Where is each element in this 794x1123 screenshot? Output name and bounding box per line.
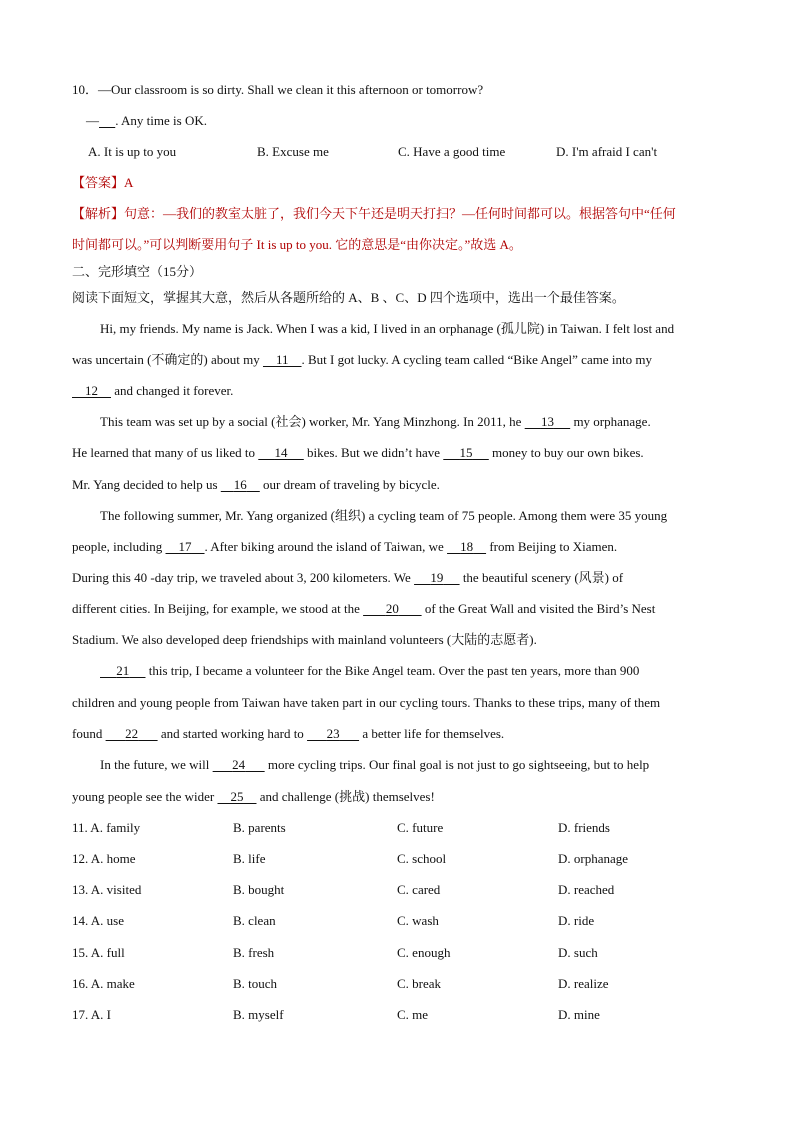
blank-17 <box>166 539 205 554</box>
blank-16-number: 16 <box>233 477 247 492</box>
blank-11 <box>263 352 302 367</box>
p4-text-c: and started working hard to <box>157 726 308 741</box>
p4-text-b: found <box>72 726 106 741</box>
p3-line2 <box>72 539 617 555</box>
blank-25 <box>217 789 256 804</box>
blank-13-number: 13 <box>540 414 554 429</box>
choice-16-d: D. realize <box>558 976 609 991</box>
blank-18-number: 18 <box>460 539 474 554</box>
p4-line3 <box>72 726 504 742</box>
blank-24-number: 24 <box>232 757 246 772</box>
blank-20-number: 20 <box>385 601 399 616</box>
choice-17-a: 17. A. I <box>72 1007 111 1022</box>
p2-text-e: money to buy our own bikes. <box>488 445 644 460</box>
blank-18 <box>447 539 486 554</box>
q10-reply <box>86 113 207 129</box>
p3-text-c: from Beijing to Xiamen. <box>486 539 618 554</box>
blank-23 <box>307 726 359 741</box>
choice-14-c: C. wash <box>397 913 439 928</box>
blank-22-number: 22 <box>125 726 139 741</box>
section-instruction: 阅读下面短文，掌握其大意，然后从各题所给的 A、B 、C、D 四个选项中，选出一个最佳答案。 <box>72 290 625 305</box>
p1-line2 <box>72 352 652 368</box>
choice-13-a: 13. A. visited <box>72 882 142 897</box>
choice-15-a: 15. A. full <box>72 945 125 960</box>
choice-12-b: B. life <box>233 851 266 866</box>
choice-11-a: 11. A. family <box>72 820 141 835</box>
q10-option-a: A. It is up to you <box>88 144 177 159</box>
blank-23-number: 23 <box>326 726 340 741</box>
p5-line2 <box>72 789 435 805</box>
p1-line1: Hi, my friends. My name is Jack. When I was a kid, I lived in an orphanage (孤儿院) in Taiwan. I felt lost and <box>100 321 675 336</box>
choice-15-b: B. fresh <box>233 945 275 960</box>
choice-14-d: D. ride <box>558 913 595 928</box>
q10-answer <box>72 175 133 191</box>
choice-16-b: B. touch <box>233 976 278 991</box>
p3-line5: Stadium. We also developed deep friendships with mainland volunteers (大陆的志愿者). <box>72 632 537 647</box>
p2-text-c: He learned that many of us liked to <box>72 445 259 460</box>
blank-15 <box>443 445 489 460</box>
q10-analysis-line1 <box>72 206 676 222</box>
p2-text-b: my orphanage. <box>570 414 651 429</box>
blank-13 <box>525 414 571 429</box>
blank-25-number: 25 <box>230 789 244 804</box>
p4-line1 <box>100 663 639 679</box>
blank-21-number: 21 <box>116 663 130 678</box>
choice-14-a: 14. A. use <box>72 913 124 928</box>
p5-text-d: and challenge (挑战) themselves! <box>256 789 435 804</box>
p3-line3 <box>72 570 623 586</box>
p4-line2: children and young people from Taiwan have taken part in our cycling tours. Thanks to these trips, many of them <box>72 695 661 710</box>
p1-text-a: was uncertain (不确定的) about my <box>72 352 263 367</box>
choice-15-d: D. such <box>558 945 598 960</box>
p1-text-b: . But I got lucky. A cycling team called “Bike Angel” came into my <box>301 352 652 367</box>
blank-19 <box>414 570 460 585</box>
blank-20 <box>363 601 422 616</box>
choice-13-d: D. reached <box>558 882 615 897</box>
p3-text-f: different cities. In Beijing, for example, we stood at the <box>72 601 364 616</box>
p3-text-d: During this 40 -day trip, we traveled about 3, 200 kilometers. We <box>72 570 415 585</box>
q10-option-c: C. Have a good time <box>398 144 506 159</box>
answer-value: A <box>124 175 134 190</box>
p5-text-a: In the future, we will <box>100 757 213 772</box>
choice-13-b: B. bought <box>233 882 285 897</box>
p3-line1: The following summer, Mr. Yang organized (组织) a cycling team of 75 people. Among them were 35 young <box>100 508 668 523</box>
q10-option-b: B. Excuse me <box>257 144 329 159</box>
blank-12-number: 12 <box>85 383 98 398</box>
answer-label: 【答案】 <box>72 175 125 190</box>
blank-14-number: 14 <box>274 445 288 460</box>
blank-17-number: 17 <box>178 539 192 554</box>
blank-24 <box>213 757 265 772</box>
choice-12-d: D. orphanage <box>558 851 629 866</box>
q10-blank <box>99 113 115 128</box>
choice-17-d: D. mine <box>558 1007 600 1022</box>
p2-line3 <box>72 477 440 493</box>
p4-text-a: this trip, I became a volunteer for the Bike Angel team. Over the past ten years, more than 900 <box>145 663 640 678</box>
choice-16-a: 16. A. make <box>72 976 135 991</box>
q10-reply-prefix: — <box>86 113 99 128</box>
p3-text-a: people, including <box>72 539 166 554</box>
analysis-text-1: 句意：—我们的教室太脏了，我们今天下午还是明天打扫？—任何时间都可以。根据答句中“任何 <box>124 206 676 221</box>
choice-13-c: C. cared <box>397 882 441 897</box>
choice-15-c: C. enough <box>397 945 451 960</box>
p2-text-g: our dream of traveling by bicycle. <box>259 477 440 492</box>
blank-19-number: 19 <box>430 570 444 585</box>
p3-text-e: the beautiful scenery (风景) of <box>459 570 624 585</box>
choice-11-d: D. friends <box>558 820 610 835</box>
p4-text-d: a better life for themselves. <box>359 726 505 741</box>
blank-16 <box>221 477 260 492</box>
p5-line1 <box>100 757 649 773</box>
p2-line1 <box>100 414 651 430</box>
blank-12 <box>72 383 111 398</box>
blank-22 <box>106 726 158 741</box>
blank-15-number: 15 <box>459 445 473 460</box>
p1-text-c: and changed it forever. <box>111 383 234 398</box>
choice-17-b: B. myself <box>233 1007 284 1022</box>
p2-text-d: bikes. But we didn’t have <box>303 445 444 460</box>
choice-14-b: B. clean <box>233 913 276 928</box>
p2-text-f: Mr. Yang decided to help us <box>72 477 221 492</box>
p2-line2 <box>72 445 644 461</box>
choice-11-b: B. parents <box>233 820 286 835</box>
blank-11-number: 11 <box>275 352 289 367</box>
choice-12-c: C. school <box>397 851 447 866</box>
p3-text-g: of the Great Wall and visited the Bird’s Nest <box>421 601 656 616</box>
p3-text-b: . After biking around the island of Taiwan, we <box>204 539 448 554</box>
p3-line4 <box>72 601 655 617</box>
blank-21 <box>100 663 146 678</box>
choice-16-c: C. break <box>397 976 442 991</box>
section-title: 二、完形填空（15分） <box>72 264 203 279</box>
q10-analysis-line2: 时间都可以。”可以判断要用句子 It is up to you. 它的意思是“由你决定。”故选 A。 <box>72 237 522 252</box>
q10-stem: 10．—Our classroom is so dirty. Shall we clean it this afternoon or tomorrow? <box>72 82 484 97</box>
p5-text-b: more cycling trips. Our final goal is not just to go sightseeing, but to help <box>264 757 650 772</box>
choice-12-a: 12. A. home <box>72 851 136 866</box>
analysis-label: 【解析】 <box>72 206 125 221</box>
choice-11-c: C. future <box>397 820 444 835</box>
p5-text-c: young people see the wider <box>72 789 218 804</box>
p2-text-a: This team was set up by a social (社会) worker, Mr. Yang Minzhong. In 2011, he <box>100 414 525 429</box>
blank-14 <box>258 445 304 460</box>
choice-17-c: C. me <box>397 1007 429 1022</box>
p1-line3 <box>72 383 233 399</box>
q10-reply-suffix: . Any time is OK. <box>115 113 207 128</box>
q10-option-d: D. I'm afraid I can't <box>556 144 658 159</box>
